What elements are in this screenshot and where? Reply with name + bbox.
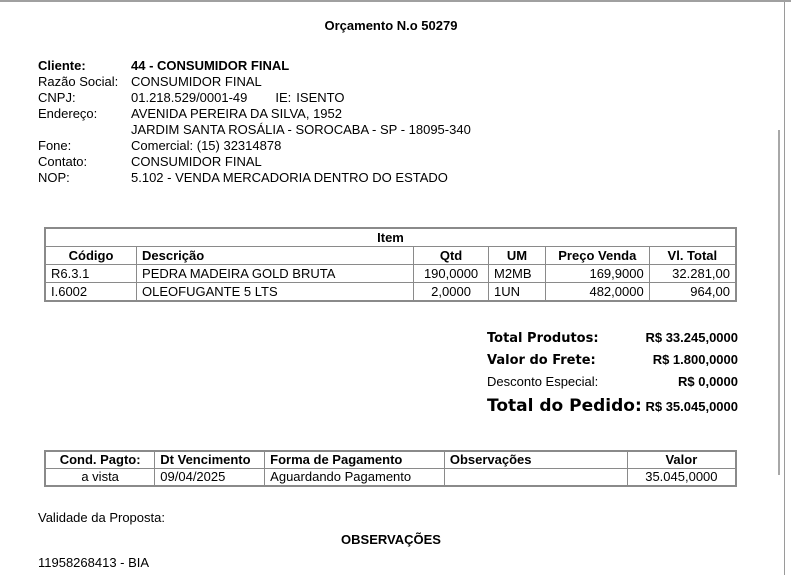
- cell-vl-total: 964,00: [649, 283, 736, 302]
- cell-cond-pagto: a vista: [45, 469, 155, 487]
- totals-section: [487, 330, 738, 420]
- contato-value: CONSUMIDOR FINAL: [131, 154, 262, 169]
- cell-descricao: PEDRA MADEIRA GOLD BRUTA: [137, 265, 414, 283]
- frete-label: Valor do Frete:: [487, 353, 596, 368]
- scrollbar-thumb[interactable]: [778, 130, 780, 475]
- header-um: UM: [489, 247, 546, 265]
- cell-vl-total: 32.281,00: [649, 265, 736, 283]
- ie-value: ISENTO: [296, 90, 345, 105]
- header-descricao: Descrição: [137, 247, 414, 265]
- razao-social-row: [38, 74, 471, 90]
- cell-preco-venda: 169,9000: [545, 265, 649, 283]
- cnpj-value: 01.218.529/0001-49: [131, 90, 248, 105]
- contato-row: [38, 154, 471, 170]
- scrollbar-track[interactable]: [784, 2, 785, 575]
- cell-preco-venda: 482,0000: [545, 283, 649, 302]
- razao-social-label: Razão Social:: [38, 74, 119, 89]
- cell-forma-pagamento: Aguardando Pagamento: [265, 469, 445, 487]
- total-produtos-label: Total Produtos:: [487, 331, 599, 346]
- contato-label: Contato:: [38, 154, 88, 169]
- ie-label: IE:: [275, 90, 292, 105]
- nop-row: [38, 170, 471, 186]
- table-row: [45, 283, 736, 302]
- endereco-line2-label: [38, 122, 131, 138]
- client-value: 44 - CONSUMIDOR FINAL: [131, 58, 290, 73]
- total-pedido-label: Total do Pedido:: [487, 396, 642, 416]
- table-row: [45, 265, 736, 283]
- validade-label: Validade da Proposta:: [38, 510, 165, 525]
- cnpj-row: [38, 90, 471, 106]
- client-row: [38, 58, 471, 74]
- cell-qtd: 190,0000: [414, 265, 489, 283]
- endereco-line2-row: [38, 122, 471, 138]
- header-dt-vencimento: Dt Vencimento: [155, 451, 265, 469]
- table-row: [45, 469, 736, 487]
- nop-label: NOP:: [38, 170, 70, 185]
- nop-value: 5.102 - VENDA MERCADORIA DENTRO DO ESTADO: [131, 170, 448, 185]
- total-pedido-value: R$ 35.045,0000: [645, 399, 738, 414]
- fone-label: Fone:: [38, 138, 72, 153]
- cell-valor: 35.045,0000: [627, 469, 736, 487]
- razao-social-value: CONSUMIDOR FINAL: [131, 74, 262, 89]
- endereco-row: [38, 106, 471, 122]
- cell-codigo: R6.3.1: [45, 265, 137, 283]
- cell-dt-vencimento: 09/04/2025: [155, 469, 265, 487]
- desconto-label: Desconto Especial:: [487, 374, 599, 389]
- items-caption-row: [45, 228, 736, 247]
- cell-observacoes: [444, 469, 627, 487]
- header-codigo: Código: [45, 247, 137, 265]
- endereco-line2-value: JARDIM SANTA ROSÁLIA - SOROCABA - SP - 18095-340: [131, 122, 471, 137]
- observacoes-title: OBSERVAÇÕES: [341, 532, 441, 547]
- desconto-row: [487, 374, 738, 396]
- items-table: [44, 227, 737, 302]
- cell-um: 1UN: [489, 283, 546, 302]
- header-vl-total: Vl. Total: [649, 247, 736, 265]
- header-forma-pagamento: Forma de Pagamento: [265, 451, 445, 469]
- observacoes-text: 11958268413 - BIA: [38, 555, 150, 570]
- client-label: Cliente:: [38, 58, 86, 73]
- header-cond-pagto: Cond. Pagto:: [45, 451, 155, 469]
- payment-table: [44, 450, 737, 487]
- cell-descricao: OLEOFUGANTE 5 LTS: [137, 283, 414, 302]
- total-produtos-value: R$ 33.245,0000: [645, 330, 738, 345]
- header-preco-venda: Preço Venda: [545, 247, 649, 265]
- payment-header-row: [45, 451, 736, 469]
- document-title: Orçamento N.o 50279: [324, 18, 458, 33]
- header-observacoes: Observações: [444, 451, 627, 469]
- frete-value: R$ 1.800,0000: [652, 352, 738, 367]
- window-top-border: [0, 0, 791, 2]
- total-pedido-row: [487, 396, 738, 420]
- client-info: [38, 58, 471, 186]
- items-header-row: [45, 247, 736, 265]
- total-produtos-row: [487, 330, 738, 352]
- fone-value: Comercial: (15) 32314878: [131, 138, 282, 153]
- items-caption: Item: [45, 228, 736, 247]
- cell-codigo: I.6002: [45, 283, 137, 302]
- desconto-value: R$ 0,0000: [678, 374, 738, 389]
- cell-um: M2MB: [489, 265, 546, 283]
- cell-qtd: 2,0000: [414, 283, 489, 302]
- cnpj-label: CNPJ:: [38, 90, 76, 105]
- endereco-label: Endereço:: [38, 106, 98, 121]
- header-qtd: Qtd: [414, 247, 489, 265]
- header-valor: Valor: [627, 451, 736, 469]
- frete-row: [487, 352, 738, 374]
- endereco-value: AVENIDA PEREIRA DA SILVA, 1952: [131, 106, 342, 121]
- fone-row: [38, 138, 471, 154]
